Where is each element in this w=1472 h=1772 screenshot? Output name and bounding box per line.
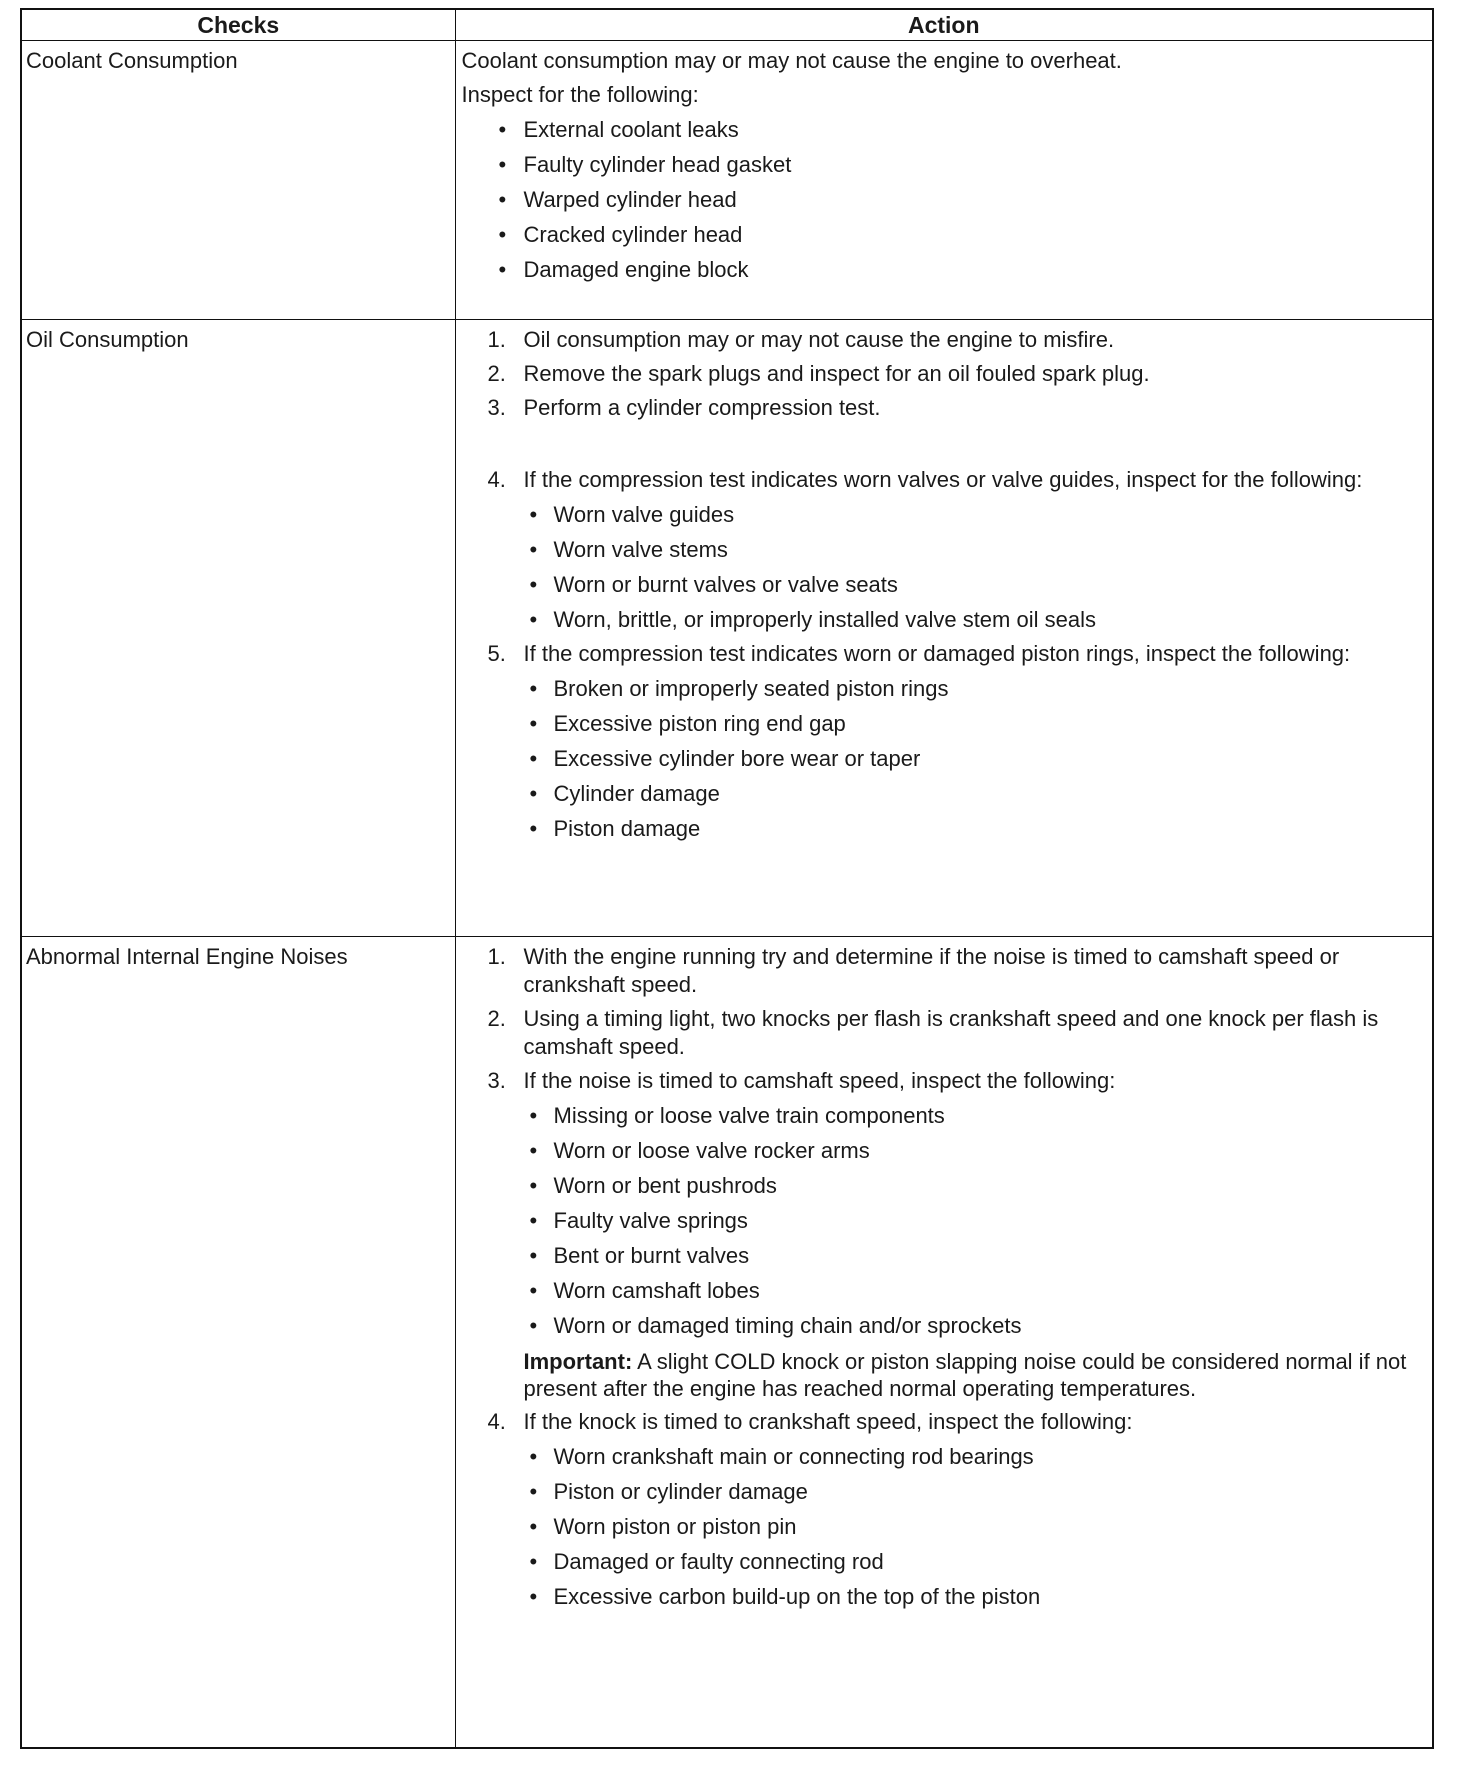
bullet-icon: • — [498, 117, 507, 142]
check-cell — [21, 320, 455, 937]
table-row-abnormal-noises — [21, 937, 1433, 1749]
bullet-item — [456, 815, 1433, 843]
bullet-text: Worn or burnt valves or valve seats — [553, 572, 898, 597]
bullet-item — [456, 1207, 1433, 1235]
bullet-icon: • — [529, 1103, 538, 1128]
bullet-icon: • — [529, 781, 538, 806]
bullet-text: Faulty valve springs — [553, 1208, 748, 1233]
bullet-icon: • — [529, 607, 538, 632]
step-text: Using a timing light, two knocks per flash is crankshaft speed and one knock per flash is camshaft speed. — [523, 1006, 1379, 1059]
step-number: 1. — [487, 327, 506, 352]
important-note — [456, 1348, 1433, 1402]
bullet-text: Worn, brittle, or improperly installed valve stem oil seals — [553, 607, 1096, 632]
bullet-icon: • — [529, 1173, 538, 1198]
bullet-text: Cylinder damage — [553, 781, 720, 806]
header-action: Action — [455, 9, 1433, 41]
step-text: Remove the spark plugs and inspect for an oil fouled spark plug. — [523, 361, 1150, 386]
check-label: Coolant Consumption — [26, 48, 238, 73]
bullet-item — [456, 186, 1433, 214]
bullet-item — [456, 1478, 1433, 1506]
bullet-icon: • — [529, 1313, 538, 1338]
diagnostic-table — [20, 8, 1434, 1749]
bullet-item — [456, 256, 1433, 284]
header-row — [21, 9, 1433, 41]
bullet-icon: • — [529, 1479, 538, 1504]
note-label: Important: — [523, 1349, 633, 1374]
bullet-text: Excessive piston ring end gap — [553, 711, 846, 736]
note-text: A slight COLD knock or piston slapping noise could be considered normal if not present after the engine has reached normal operating temperatures. — [523, 1349, 1407, 1401]
bullet-text: Damaged engine block — [523, 257, 749, 282]
step-text: With the engine running try and determine if the noise is timed to camshaft speed or crankshaft speed. — [523, 944, 1340, 997]
step-number: 1. — [487, 944, 506, 969]
bullet-icon: • — [498, 257, 507, 282]
bullet-text: External coolant leaks — [523, 117, 739, 142]
check-cell — [21, 937, 455, 1749]
bullet-text: Worn valve guides — [553, 502, 735, 527]
bullet-icon: • — [529, 537, 538, 562]
bullet-text: Excessive carbon build-up on the top of the piston — [553, 1584, 1041, 1609]
bullet-icon: • — [529, 1549, 538, 1574]
action-cell — [455, 320, 1433, 937]
bullet-item — [456, 780, 1433, 808]
bullet-text: Excessive cylinder bore wear or taper — [553, 746, 921, 771]
bullet-icon: • — [529, 676, 538, 701]
bullet-icon: • — [529, 572, 538, 597]
step-item — [456, 360, 1433, 388]
bullet-item — [456, 151, 1433, 179]
bullet-text: Worn or bent pushrods — [553, 1173, 777, 1198]
bullet-icon: • — [498, 152, 507, 177]
bullet-item — [456, 1583, 1433, 1611]
step-number: 5. — [487, 641, 506, 666]
bullet-icon: • — [529, 502, 538, 527]
bullet-text: Worn crankshaft main or connecting rod bearings — [553, 1444, 1034, 1469]
check-label: Abnormal Internal Engine Noises — [26, 944, 348, 969]
bullet-text: Piston damage — [553, 816, 701, 841]
bullet-icon: • — [529, 1584, 538, 1609]
bullet-text: Faulty cylinder head gasket — [523, 152, 792, 177]
bullet-item — [456, 1443, 1433, 1471]
bullet-item — [456, 116, 1433, 144]
bullet-item — [456, 1137, 1433, 1165]
bullet-text: Worn piston or piston pin — [553, 1514, 797, 1539]
bullet-icon: • — [498, 222, 507, 247]
bullet-item — [456, 221, 1433, 249]
bullet-item — [456, 501, 1433, 529]
step-text: Oil consumption may or may not cause the engine to misfire. — [523, 327, 1115, 352]
spacer — [456, 422, 1433, 460]
inspect-label: Inspect for the following: — [461, 82, 699, 107]
step-text: If the compression test indicates worn valves or valve guides, inspect for the following: — [523, 467, 1363, 492]
bullet-icon: • — [529, 1138, 538, 1163]
bullet-text: Worn camshaft lobes — [553, 1278, 760, 1303]
action-cell — [455, 937, 1433, 1749]
step-number: 3. — [487, 1068, 506, 1093]
bullet-item — [456, 536, 1433, 564]
bullet-item — [456, 1102, 1433, 1130]
bullet-icon: • — [529, 1514, 538, 1539]
check-cell — [21, 41, 455, 320]
step-number: 2. — [487, 1006, 506, 1031]
bullet-item — [456, 710, 1433, 738]
step-text: Perform a cylinder compression test. — [523, 395, 881, 420]
bullet-icon: • — [529, 711, 538, 736]
bullet-item — [456, 745, 1433, 773]
bullet-icon: • — [529, 1243, 538, 1268]
bullet-text: Cracked cylinder head — [523, 222, 743, 247]
bullet-icon: • — [529, 1278, 538, 1303]
table-row-oil-consumption — [21, 320, 1433, 937]
step-item — [456, 466, 1433, 494]
step-item — [456, 326, 1433, 354]
bullet-item — [456, 571, 1433, 599]
bullet-icon: • — [529, 1208, 538, 1233]
bullet-item — [456, 1312, 1433, 1340]
header-checks: Checks — [21, 9, 455, 41]
bullet-item — [456, 1172, 1433, 1200]
step-number: 3. — [487, 395, 506, 420]
bullet-icon: • — [529, 746, 538, 771]
step-item — [456, 1005, 1433, 1061]
bullet-text: Broken or improperly seated piston rings — [553, 676, 949, 701]
table-row-coolant-consumption — [21, 41, 1433, 320]
bullet-text: Worn valve stems — [553, 537, 728, 562]
bullet-text: Damaged or faulty connecting rod — [553, 1549, 884, 1574]
step-number: 4. — [487, 467, 506, 492]
step-text: If the compression test indicates worn or damaged piston rings, inspect the following: — [523, 641, 1351, 666]
step-text: If the knock is timed to crankshaft speed, inspect the following: — [523, 1409, 1133, 1434]
bullet-icon: • — [529, 816, 538, 841]
action-intro: Coolant consumption may or may not cause the engine to overheat. — [461, 48, 1122, 73]
bullet-item — [456, 1242, 1433, 1270]
bullet-item — [456, 1277, 1433, 1305]
bullet-icon: • — [498, 187, 507, 212]
step-item — [456, 943, 1433, 999]
step-item — [456, 394, 1433, 422]
bullet-text: Warped cylinder head — [523, 187, 737, 212]
bullet-item — [456, 675, 1433, 703]
bullet-text: Piston or cylinder damage — [553, 1479, 808, 1504]
step-text: If the noise is timed to camshaft speed, inspect the following: — [523, 1068, 1116, 1093]
check-label: Oil Consumption — [26, 327, 189, 352]
bullet-item — [456, 606, 1433, 634]
bullet-text: Missing or loose valve train components — [553, 1103, 945, 1128]
action-cell — [455, 41, 1433, 320]
step-number: 2. — [487, 361, 506, 386]
step-number: 4. — [487, 1409, 506, 1434]
bullet-text: Worn or loose valve rocker arms — [553, 1138, 870, 1163]
bullet-item — [456, 1513, 1433, 1541]
bullet-text: Bent or burnt valves — [553, 1243, 750, 1268]
bullet-icon: • — [529, 1444, 538, 1469]
step-item — [456, 1408, 1433, 1436]
step-item — [456, 640, 1433, 668]
step-item — [456, 1067, 1433, 1095]
bullet-item — [456, 1548, 1433, 1576]
bullet-text: Worn or damaged timing chain and/or sprockets — [553, 1313, 1022, 1338]
